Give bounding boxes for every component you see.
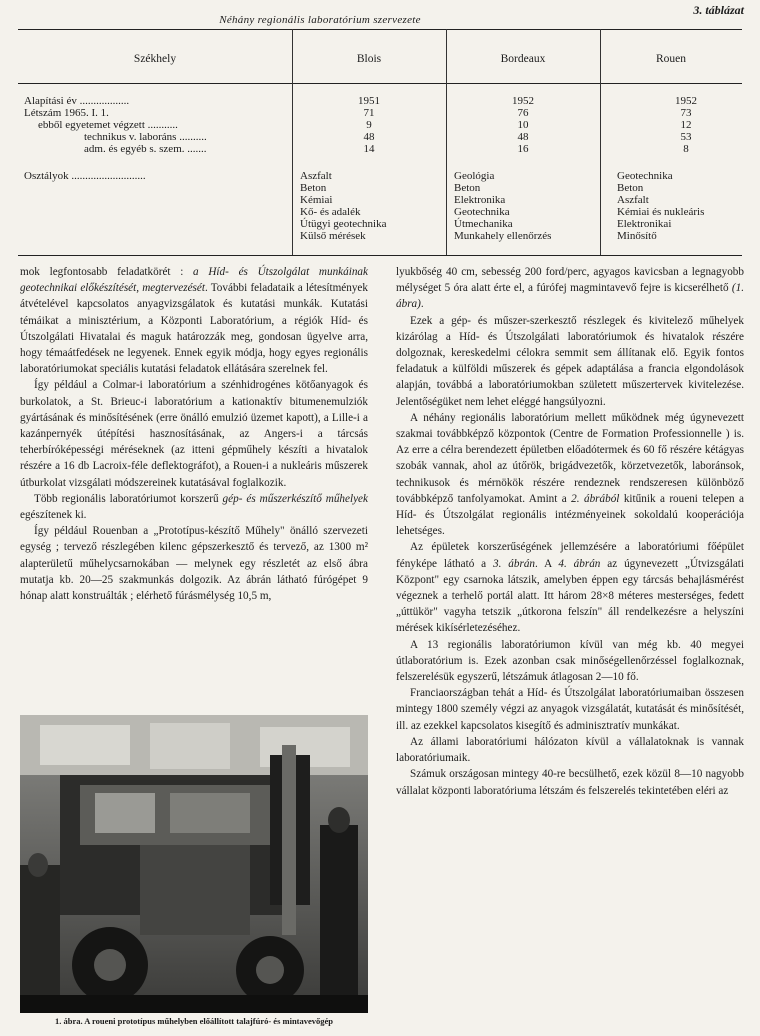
department-item: Geológia <box>454 170 495 182</box>
table-header-rule <box>18 83 742 84</box>
paragraph: Ezek a gép- és műszer-szerkesztő részlegek és kivitelező műhelyek kizárólag a Híd- és Útszolgálati laboratóriumok és hivatalok részére dolgoznak, kereskedelmi célokra semmit sem állítanak elő. Egyik fontos feladatuk a külföldi műszerek és gépek adaptálása a francia elgondolások alapján, továbbá a laboratóriumokban született műszertervek kivitelezése. Jelentőségüket nem lehet eléggé hangsúlyozni. <box>396 314 744 408</box>
paragraph <box>20 491 368 523</box>
paragraph: Az állami laboratóriumi hálózaton kívül a vállalatoknak is vannak laboratóriumaik. <box>396 735 744 765</box>
department-item: Minősítő <box>617 230 657 242</box>
department-item: Geotechnika <box>617 170 673 182</box>
text-run: A néhány regionális laboratórium mellett működnek még úgynevezett szakmai továbbképző központok (Centre de Formation Professionnelle ) is. Az erre a célra berendezett épületben előadótermek és 60 fő részére kétágyas szobák vannak, ahol az útőrök, brigádvezetők, körzetvezetők, laboránsok, technikusok és mérnökök részére rendeznek rendszeresen különböző továbbképző tanfolyamokat. Amint a <box>396 411 744 505</box>
table-cell: 8 <box>683 143 689 155</box>
department-item: Útügyi geotechnika <box>300 218 387 230</box>
table-cell: 48 <box>363 131 375 143</box>
department-item: Kő- és adalék <box>300 206 361 218</box>
department-list-rouen <box>617 170 704 242</box>
text-run: . <box>420 298 424 311</box>
paragraph: Franciaországban tehát a Híd- és Útszolgálat laboratóriumaiban összesen mintegy 1800 személy végzi az anyagok vizsgálatát, kutatását és minősítését, ill. az ezekkel kapcsolatos kisegítő és adminisztratív munkákat. <box>396 687 744 732</box>
text-run: egészítenek ki. <box>20 509 87 522</box>
table-cell: 1951 <box>358 95 380 107</box>
paragraph: A 13 regionális laboratóriumon kívül van még kb. 40 megyei útlaboratórium is. Ezek azonban csak minőségellenőrzéssel foglalkoznak, felszerelésük egyszerű, létszámuk átlagosan 2—10 fő. <box>396 638 744 684</box>
text-run: mok legfontosabb feladatkörét : <box>20 266 194 278</box>
department-item: Külső mérések <box>300 230 366 242</box>
department-item: Aszfalt <box>617 194 649 206</box>
paragraph: Így például a Colmar-i laboratórium a szénhidrogénes kötőanyagok és burkolatok, a St. Brieuc-i laboratórium a kationaktív bitumenemulziók gyártásának és minősítésének (erre önálló emulzió üzemet kapott), a Lille-i a kazánpernyék útépítési hasznosításának, az Angers-i a tárcsás teherbíróképességi méréseknek (az itteni gépműhely készíti a hivatalok részére a 16 db Lacroix-féle deflektográfot), a Rouen-i a nukleáris műszerek útburkolat vizsgálati módszereinek kutatásával foglalkozik. <box>20 379 368 489</box>
text-run: Több regionális laboratóriumot korszerű <box>34 492 223 505</box>
table-row-label: Osztályok ........................... <box>24 170 146 182</box>
department-item: Geotechnika <box>454 206 510 218</box>
table-cell: 14 <box>363 143 375 155</box>
paragraph <box>396 410 744 540</box>
table-cell: 73 <box>680 107 692 119</box>
emphasis-text: gép- és műszerkészítő műhelyek <box>222 492 368 505</box>
table-cell: 1952 <box>675 95 697 107</box>
table-cell: 16 <box>517 143 529 155</box>
table-number: 3. táblázat <box>693 3 744 17</box>
department-item: Munkahely ellenőrzés <box>454 230 552 242</box>
text-run: . További feladataik a létesítmények átvételével kapcsolatos anyagvizsgálatok és kutatási munkák. Kutatási témáikat a minisztérium, a Központi Laboratórium, a régiók Híd- és Útszolgálati Hivatalai és maguk határozzák meg, gondosan ügyelve arra, hogy témaátfedések ne legyenek. Ennek egyik módja, hogy egyes regionális laboratóriumokat speciális kutatási feladatok ellátására szerelnek fel. <box>20 282 368 376</box>
department-item: Kémiai és nukleáris <box>617 206 705 218</box>
text-run: . A <box>535 557 559 570</box>
table-header-cell: Székhely <box>133 53 177 65</box>
department-item: Aszfalt <box>300 170 332 182</box>
paragraph <box>20 264 368 377</box>
table-row-label: adm. és egyéb s. szem. ....... <box>84 143 207 155</box>
table-cell: 1952 <box>512 95 534 107</box>
table-cell: 48 <box>517 131 529 143</box>
emphasis-text: a Híd- és Útszolgálat munkáinak geotechnikai előkészítését, megtervezését <box>20 266 368 295</box>
table-header-cell: Rouen <box>655 53 687 65</box>
photo-image <box>20 715 368 1013</box>
figure-caption: 1. ábra. A roueni prototípus műhelyben előállított talajfúró- és mintavevőgép <box>54 1016 334 1026</box>
paragraph: Számuk országosan mintegy 40-re becsülhető, ezek közül 8—10 nagyobb vállalat központi laboratóriuma létszám és felszerelés tekintetében eléri az <box>396 768 744 797</box>
department-item: Útmechanika <box>454 218 513 230</box>
table-header-cell: Bordeaux <box>500 53 546 65</box>
department-item: Elektronika <box>454 194 506 206</box>
department-list-blois <box>300 170 386 242</box>
table-cell: 10 <box>517 119 529 131</box>
table-row-label: Létszám 1965. I. 1. <box>24 107 109 119</box>
text-run: az úgynevezett „Útvizsgálati Központ" egy csarnoka látszik, amelyben éppen egy tárcsás behajlásmérést végeznek a terhelő portál alatt. Itt három 28×8 méteres mesterséges, fedett „úttükör" vagyha tetszik „útkorona felszín" áll rendelkezésre a helyszíni mérések kikísérletezéséhez. <box>396 557 745 635</box>
emphasis-text: 2. ábrából <box>571 492 620 505</box>
department-item: Beton <box>454 182 481 194</box>
table-row-label: technikus v. laboráns .......... <box>84 131 207 143</box>
text-run: Az épületek korszerűségének jellemzésére a laboratóriumi főépület fényképe látható a <box>396 541 744 570</box>
text-run: lyukbőség 40 cm, sebesség 200 ford/perc, agyagos kavicsban a legnagyobb mélységet 5 óra alatt érte el, a fúrófej magmintavevő fejre is kicserélhető <box>396 266 744 295</box>
emphasis-text: (1. ábra) <box>396 282 744 311</box>
table-bottom-rule <box>18 255 742 256</box>
department-item: Beton <box>617 182 644 194</box>
department-item: Beton <box>300 182 327 194</box>
paragraph <box>396 539 744 636</box>
table-row-label: Alapítási év .................. <box>24 95 130 107</box>
table-cell: 76 <box>517 107 529 119</box>
right-column <box>396 264 744 799</box>
table-top-rule <box>18 29 742 30</box>
text-run: kitűnik a roueni telepen a Híd- és Útszolgálat regionális intézményeinek sokoldalú kooperációja lehetséges. <box>396 492 745 538</box>
table-header-cell: Blois <box>356 53 382 65</box>
table-cell: 53 <box>680 131 692 143</box>
paragraph <box>396 264 744 313</box>
table-cell: 12 <box>680 119 692 131</box>
department-list-bordeaux <box>454 170 551 242</box>
emphasis-text: 4. ábrán <box>558 557 601 570</box>
table-row-label: ebből egyetemet végzett ........... <box>38 119 178 131</box>
table-title: Néhány regionális laboratórium szervezete <box>219 14 421 26</box>
department-item: Elektronikai <box>617 218 672 230</box>
emphasis-text: 3. ábrán <box>493 557 536 570</box>
department-item: Kémiai <box>300 194 333 206</box>
table-cell: 71 <box>363 107 375 119</box>
left-column <box>20 264 368 604</box>
table-cell: 9 <box>366 119 372 131</box>
paragraph: Így például Rouenban a „Prototípus-készítő Műhely" önálló szervezeti egység ; tervező részlegében kilenc gépszerkesztő és tervező, az 1300 m² alapterületű műhelycsarnokában — melynek egy részletét az első ábra mutatja kb. 20—25 szakmunkás dolgozik. Az ábrán látható fúrógépet 9 hónap alatt konstruálták ; elérhető fúrásmélység 10,5 m, <box>20 525 368 603</box>
drilling-machine-photo <box>20 715 368 1013</box>
